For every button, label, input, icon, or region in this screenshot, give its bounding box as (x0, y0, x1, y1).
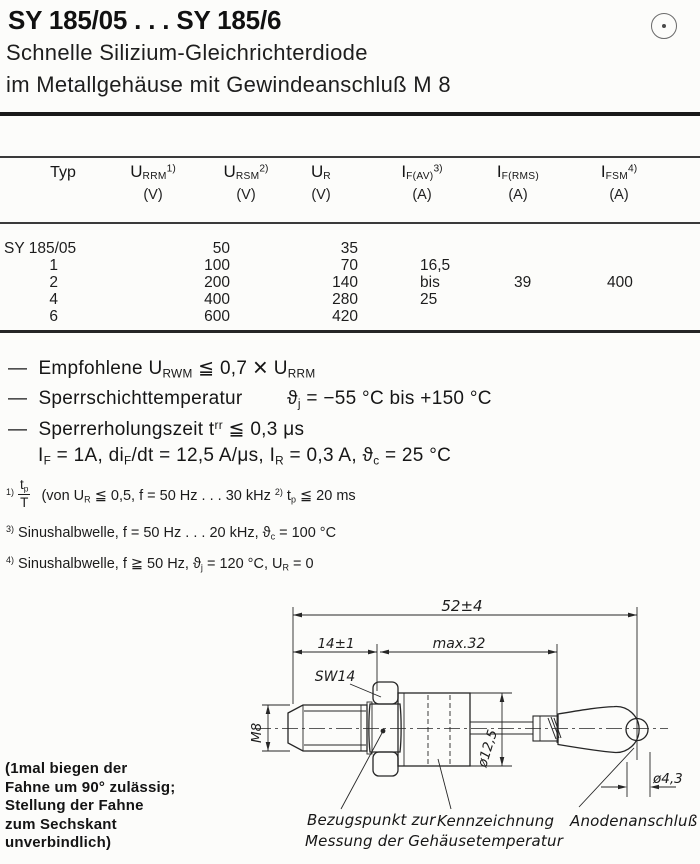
col-header-ur: $U_R$ (311, 162, 331, 183)
footnote-4: $^{4)}$ Sinushalbwelle, f ≧ 50 Hz, $ϑ_j = 120$ °C, $U_R = 0$ (6, 555, 314, 573)
table-row (0, 274, 700, 291)
dim-overall-label: 52±4 (441, 597, 483, 615)
thread-size-label: M8 (249, 722, 265, 743)
col-header-ursm: $U_{RSM}^{2)}$ (223, 162, 269, 183)
note-line: — Empfohlene $U_{RWM}$ ≦ $0,7 \times U_{RRM}$ (8, 354, 316, 382)
col-unit: (V) (311, 187, 331, 203)
cell-ur: 420 (332, 308, 358, 325)
fahne-note (5, 760, 175, 853)
hex-nut-bottom-face (373, 752, 398, 776)
title-divider (0, 112, 700, 116)
case-diameter-label: ø12,5 (474, 727, 502, 770)
cell-ifrms: 39 (514, 274, 532, 291)
cell-typ: 1 (49, 257, 58, 274)
case-cylinder (398, 693, 470, 766)
col-header-urrm: $U_{RRM}^{1)}$ (130, 162, 176, 183)
fahne-note-line: Fahne um 90° zulässig; (5, 778, 176, 796)
note-line: — Sperrschichttemperatur $ϑ_j = -55$ °C bis +150 °C (8, 388, 492, 411)
table-bottom-rule (0, 330, 700, 333)
hole-diameter-label: ø4,3 (653, 771, 683, 787)
col-header-ifav: $I_{F(AV)}^{3)}$ (401, 162, 443, 183)
caption-bezugspunkt-line1: Bezugspunkt zur (307, 811, 436, 829)
cell-ifav: bis (420, 274, 440, 291)
caption-kennzeichnung: Kennzeichnung (437, 812, 555, 830)
circle-dot-icon (651, 13, 677, 39)
col-unit: (A) (508, 187, 528, 203)
hex-nut-mid-face (369, 704, 401, 752)
cell-ifav: 16,5 (420, 257, 451, 274)
col-header-ifrms: $I_{F(RMS)}$ (496, 162, 540, 183)
note-line: $I_F = 1A$, $di_F/dt = 12,5$ A/μs, $I_R = 0,3$ A, $ϑ_c = 25$ °C (38, 445, 452, 468)
col-unit: (V) (236, 187, 256, 203)
cell-urrm: 50 (212, 240, 230, 257)
cell-typ: SY 185/05 (4, 240, 77, 257)
fahne-note-line: (1mal biegen der (5, 760, 128, 777)
wrench-size-label: SW14 (314, 669, 356, 685)
table-row (0, 257, 700, 274)
table-row (0, 240, 700, 257)
dim-thread-length-label: 14±1 (317, 636, 355, 652)
subtitle-line-2: im Metallgehäuse mit Gewindeanschluß M 8 (6, 72, 451, 97)
footnote-1: $^{1)}$ $\frac{t_p}{T}$ (von $U_R$ ≦ 0,5, f = 50 Hz . . . 30 kHz $^{2)}$ $t_p$ ≦ 20 ms (6, 477, 356, 511)
col-unit: (A) (609, 187, 629, 203)
cell-typ: 2 (49, 274, 58, 291)
table-row (0, 291, 700, 308)
fraction-tp-over-T: $\frac{t_p}{T}$ (20, 477, 29, 511)
table-row (0, 308, 700, 325)
cell-urrm: 600 (204, 308, 230, 325)
anode-lug (558, 707, 639, 753)
page-title: SY 185/05 . . . SY 185/6 (8, 5, 282, 35)
col-unit: (V) (143, 187, 163, 203)
note-line: — Sperrerholungszeit $t^{rr}$ ≦ 0,3 μs (8, 419, 305, 440)
cell-ur: 140 (332, 274, 358, 291)
footnote-3: $^{3)}$ Sinushalbwelle, f = 50 Hz . . . 20 kHz, $ϑ_c = 100$ °C (6, 524, 337, 542)
cell-ifav: 25 (420, 291, 438, 308)
cell-urrm: 400 (204, 291, 230, 308)
subtitle-line-1: Schnelle Silizium-Gleichrichterdiode (6, 40, 368, 65)
cell-ur: 35 (340, 240, 358, 257)
bezugspunkt-dot (381, 729, 386, 734)
diode-outline (288, 682, 648, 776)
cell-typ: 4 (49, 291, 58, 308)
cell-ur: 280 (332, 291, 358, 308)
caption-bezugspunkt-line2: Messung der Gehäusetemperatur (305, 832, 564, 850)
dim-case-length-label: max.32 (432, 636, 486, 652)
fahne-note-line: unverbindlich) (5, 834, 112, 852)
cell-typ: 6 (49, 308, 58, 325)
cell-urrm: 200 (204, 274, 230, 291)
cell-ur: 70 (340, 257, 358, 274)
col-unit: (A) (412, 187, 432, 203)
caption-anodenanschluss: Anodenanschluß (570, 812, 698, 830)
col-header-ifsm: $I_{FSM}^{4)}$ (600, 162, 638, 183)
fahne-note-line: zum Sechskant (5, 815, 117, 833)
fahne-note-line: Stellung der Fahne (5, 797, 144, 815)
cell-ifsm: 400 (607, 274, 633, 291)
cell-urrm: 100 (204, 257, 230, 274)
table-header-rule (0, 222, 700, 224)
table-top-rule (0, 156, 700, 158)
col-header-typ: Typ (50, 164, 76, 181)
